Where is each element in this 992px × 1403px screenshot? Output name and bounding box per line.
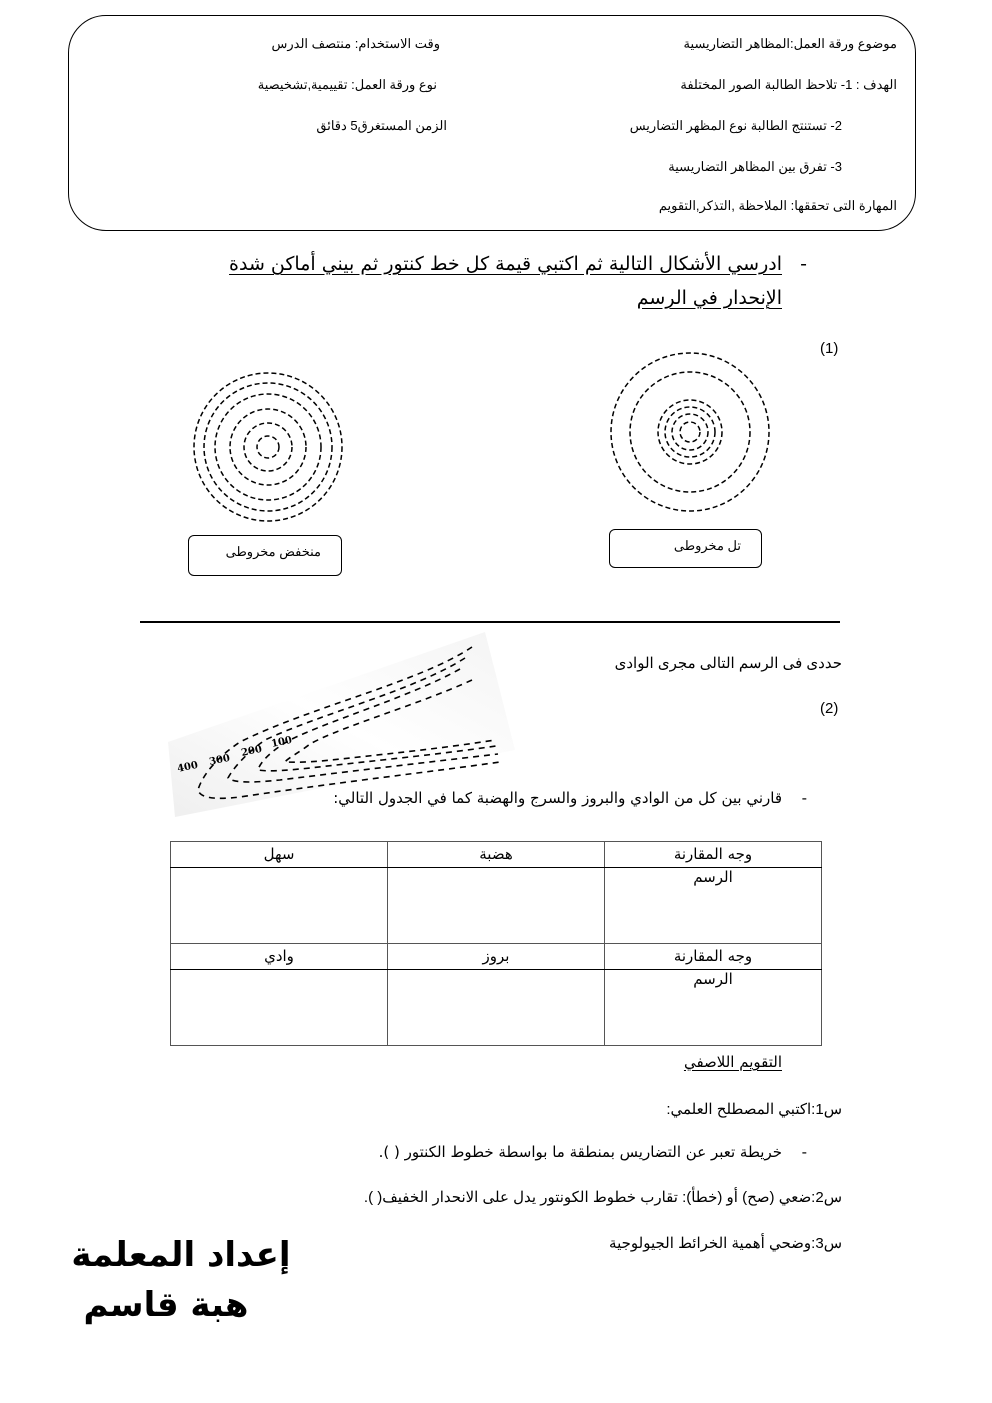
- depression-label-box: [188, 535, 342, 576]
- table-header-cell: هضبة: [388, 842, 605, 868]
- instruction-line-2: الإنحدار في الرسم: [636, 287, 782, 309]
- section-2-number: (2): [820, 700, 839, 717]
- skills: المهارة التى تحققها: الملاحظة ,التذكر,التقويم: [658, 198, 897, 213]
- question-3: س3:وضحي أهمية الخرائط الجيولوجية: [609, 1235, 842, 1252]
- table-row: [171, 970, 822, 1046]
- contour-label-400: 400: [176, 759, 200, 775]
- table-header-cell: وجه المقارنة: [605, 842, 822, 868]
- signature-prepared-by: إعداد المعلمة: [71, 1235, 291, 1275]
- table-header-cell: بروز: [388, 944, 605, 970]
- table-answer-cell[interactable]: [171, 970, 388, 1046]
- worksheet-type: نوع ورقة العمل: تقييمية,تشخيصية: [257, 77, 437, 92]
- table-header-row: [171, 842, 822, 868]
- compare-prompt: قارني بين كل من الوادي والبروز والسرج والهضبة كما في الجدول التالي:: [333, 789, 782, 807]
- comparison-table: [170, 841, 822, 1046]
- hill-label: تل مخروطى: [673, 538, 741, 553]
- section-1-number: (1): [820, 340, 839, 357]
- goal-1: الهدف : 1- تلاحظ الطالبة الصور المختلفة: [680, 77, 897, 92]
- time-taken: الزمن المستغرق5 دقائق: [316, 118, 447, 133]
- q1-bullet: -: [801, 1143, 807, 1161]
- table-answer-cell[interactable]: [388, 970, 605, 1046]
- evaluation-title: التقويم اللاصفي: [683, 1053, 782, 1071]
- table-header-row: [171, 944, 822, 970]
- instruction-bullet: -: [800, 253, 807, 275]
- hill-contour-diagram: [605, 352, 775, 522]
- depression-label: منخفض مخروطى: [225, 544, 321, 559]
- instruction-line-1: ادرسي الأشكال التالية ثم اكتبي قيمة كل خط كنتور ثم بيني أماكن شدة: [229, 253, 782, 275]
- contour-label-100: 100: [270, 734, 294, 750]
- contour-label-200: 200: [240, 743, 264, 759]
- table-cell: الرسم: [605, 868, 822, 944]
- table-header-cell: سهل: [171, 842, 388, 868]
- valley-prompt: حددى فى الرسم التالى مجرى الوادى: [614, 655, 842, 672]
- question-1-item: خريطة تعبر عن التضاريس بمنطقة ما بواسطة خطوط الكنتور ( ).: [378, 1143, 782, 1161]
- signature-teacher-name: هبة قاسم: [83, 1285, 249, 1325]
- goal-3: 3- تفرق بين المظاهر التضاريسية: [668, 159, 842, 174]
- usage-time: وقت الاستخدام: منتصف الدرس: [271, 36, 440, 51]
- goal-2: 2- تستنتج الطالبة نوع المظهر التضاريس: [629, 118, 842, 133]
- hill-label-box: [609, 529, 762, 568]
- depression-contour-diagram: [190, 372, 346, 522]
- question-2: س2:ضعي (صح) أو (خطأ): تقارب خطوط الكونتور يدل على الانحدار الخفيف( ).: [363, 1189, 842, 1206]
- table-row: [171, 868, 822, 944]
- table-header-cell: وادي: [171, 944, 388, 970]
- question-1: س1:اكتبي المصطلح العلمي:: [666, 1101, 842, 1118]
- table-cell: الرسم: [605, 970, 822, 1046]
- table-header-cell: وجه المقارنة: [605, 944, 822, 970]
- worksheet-topic: موضوع ورقة العمل:المظاهر التضاريسية: [683, 36, 897, 51]
- table-answer-cell[interactable]: [171, 868, 388, 944]
- compare-bullet: -: [801, 789, 807, 807]
- contour-label-300: 300: [208, 752, 232, 768]
- table-answer-cell[interactable]: [388, 868, 605, 944]
